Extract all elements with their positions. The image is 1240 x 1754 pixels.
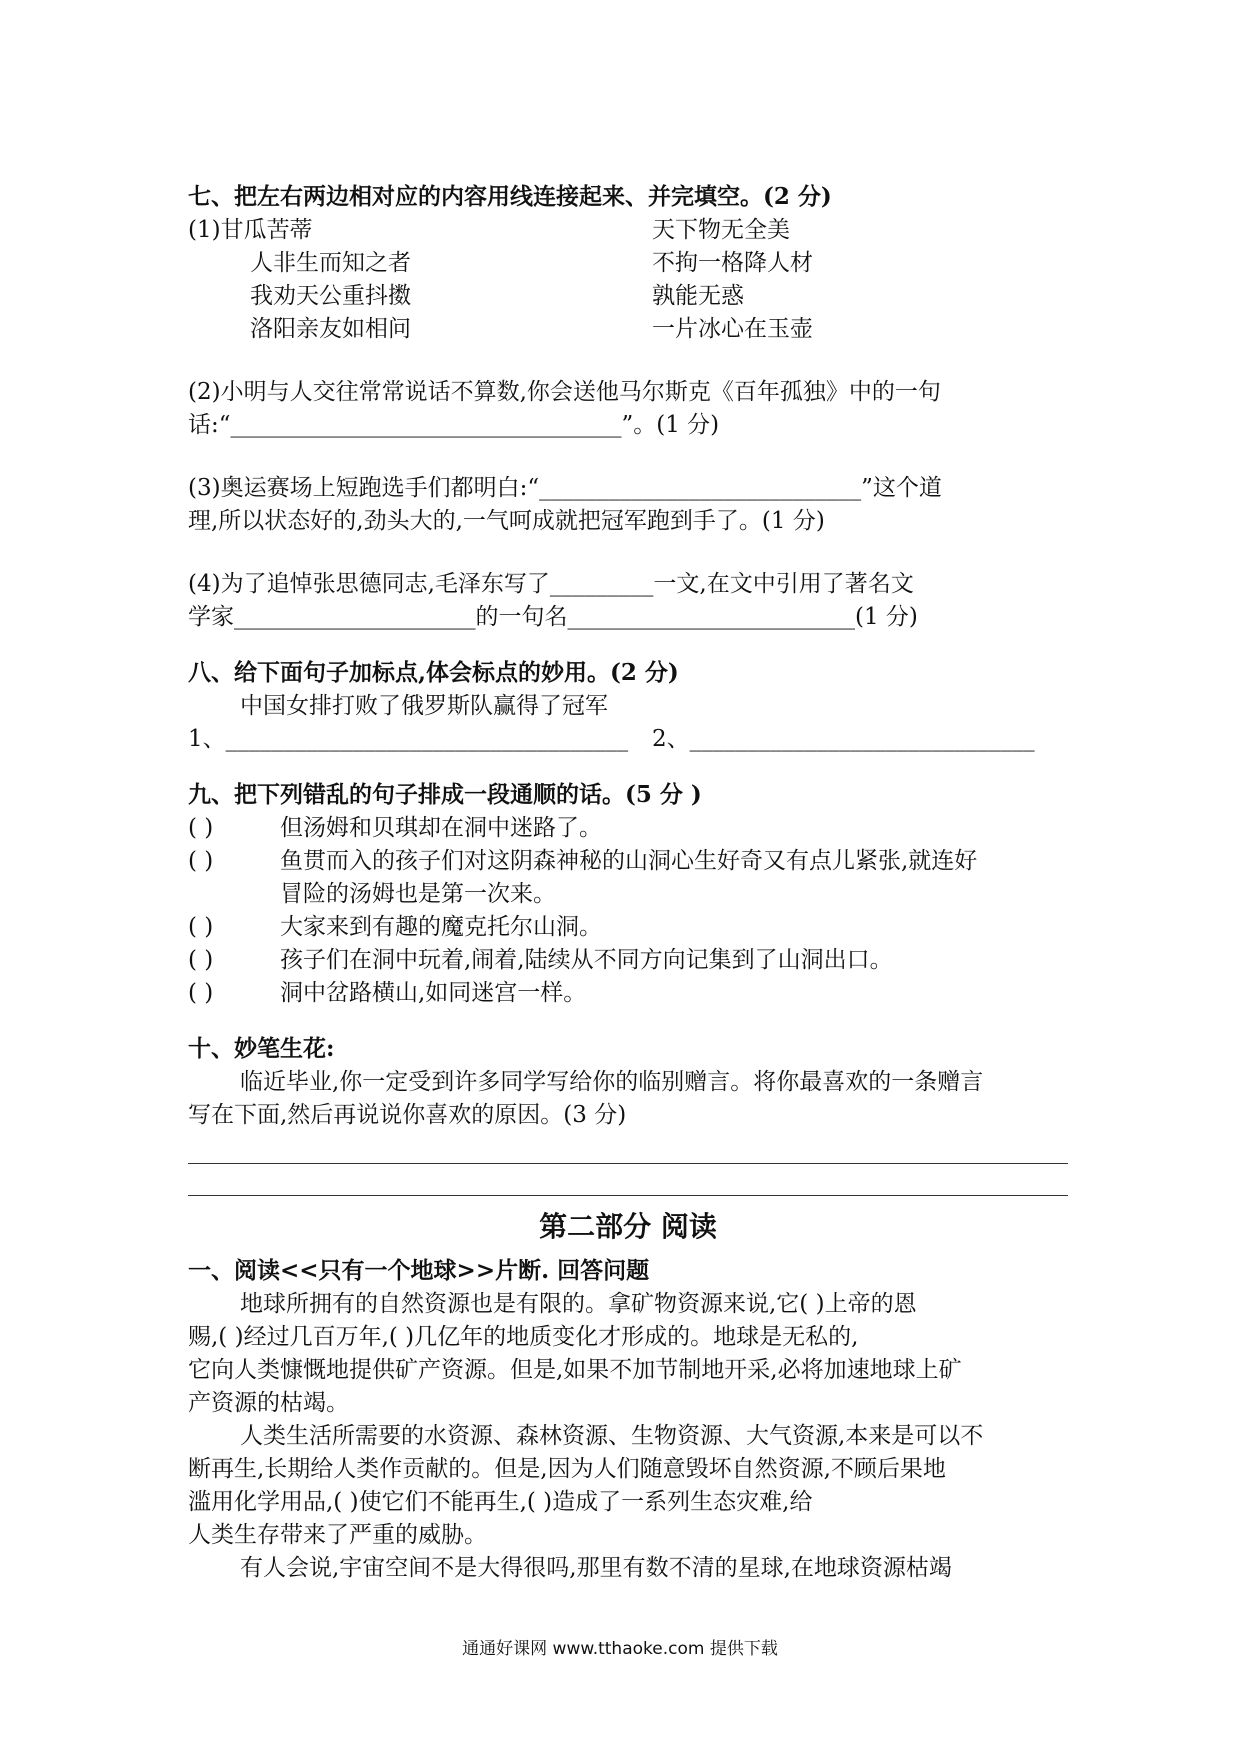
q8-sentence: 中国女排打败了俄罗斯队赢得了冠军 bbox=[240, 693, 608, 719]
match-right: 一片冰心在玉壶 bbox=[652, 316, 813, 342]
reading-line: 有人会说,宇宙空间不是大得很吗,那里有数不清的星球,在地球资源枯竭 bbox=[240, 1555, 952, 1581]
reading-line: 地球所拥有的自然资源也是有限的。拿矿物资源来说,它( )上帝的恩 bbox=[240, 1291, 917, 1317]
answer-line bbox=[188, 1132, 1068, 1164]
order-blank: ( ) bbox=[188, 848, 214, 874]
exam-page bbox=[188, 180, 1068, 1585]
match-right: 孰能无惑 bbox=[652, 283, 744, 309]
page-footer: 通通好课网 www.tthaoke.com 提供下载 bbox=[462, 1639, 778, 1659]
order-text: 鱼贯而入的孩子们对这阴森神秘的山洞心生好奇又有点儿紧张,就连好 bbox=[280, 848, 978, 874]
q7-sub4-line: (4)为了追悼张思德同志,毛泽东写了_________一文,在文中引用了著名文 bbox=[188, 571, 914, 597]
match-right: 天下物无全美 bbox=[652, 217, 790, 243]
q7-sub4-line: 学家_____________________的一句名_________________________(1 分) bbox=[188, 604, 918, 630]
order-text-continued: 冒险的汤姆也是第一次来。 bbox=[280, 881, 556, 907]
match-row bbox=[188, 313, 1068, 346]
order-blank: ( ) bbox=[188, 947, 214, 973]
q7-sub3-line: (3)奥运赛场上短跑选手们都明白:“____________________________”这个道 bbox=[188, 475, 942, 501]
q7-sub2-line: 话:“__________________________________”。(1 分) bbox=[188, 412, 720, 438]
part2-title: 第二部分 阅读 bbox=[539, 1210, 717, 1243]
order-text: 洞中岔路横山,如同迷宫一样。 bbox=[280, 980, 587, 1006]
match-left: 洛阳亲友如相问 bbox=[250, 316, 411, 342]
reading-line: 滥用化学用品,( )使它们不能再生,( )造成了一系列生态灾难,给 bbox=[188, 1489, 813, 1515]
match-left: 我劝天公重抖擞 bbox=[250, 283, 411, 309]
q7-sub2-line: (2)小明与人交往常常说话不算数,你会送他马尔斯克《百年孤独》中的一句 bbox=[188, 379, 941, 405]
order-blank: ( ) bbox=[188, 980, 214, 1006]
part2-q1-heading: 一、阅读<<只有一个地球>>片断. 回答问题 bbox=[188, 1257, 650, 1284]
match-right: 不拘一格降人材 bbox=[652, 250, 813, 276]
q8-heading: 八、给下面句子加标点,体会标点的妙用。(2 分) bbox=[188, 659, 679, 686]
reading-line: 赐,( )经过几百万年,( )几亿年的地质变化才形成的。地球是无私的, bbox=[188, 1324, 859, 1350]
match-row bbox=[188, 214, 1068, 247]
q10-prompt-line: 写在下面,然后再说说你喜欢的原因。(3 分) bbox=[188, 1102, 627, 1128]
order-item bbox=[188, 977, 1068, 1010]
order-text: 但汤姆和贝琪却在洞中迷路了。 bbox=[280, 815, 602, 841]
order-blank: ( ) bbox=[188, 914, 214, 940]
order-text: 大家来到有趣的魔克托尔山洞。 bbox=[280, 914, 602, 940]
q7-sub3-line: 理,所以状态好的,劲头大的,一气呵成就把冠军跑到手了。(1 分) bbox=[188, 508, 825, 534]
order-item bbox=[188, 944, 1068, 977]
q8-answer-1: 1、___________________________________ bbox=[188, 726, 629, 752]
q10-prompt-line: 临近毕业,你一定受到许多同学写给你的临别赠言。将你最喜欢的一条赠言 bbox=[240, 1069, 984, 1095]
q8-answer-row bbox=[188, 723, 1068, 756]
q7-heading: 七、把左右两边相对应的内容用线连接起来、并完填空。(2 分) bbox=[188, 183, 832, 210]
reading-line: 人类生活所需要的水资源、森林资源、生物资源、大气资源,本来是可以不 bbox=[240, 1423, 984, 1449]
order-item bbox=[188, 845, 1068, 878]
q10-heading: 十、妙笔生花: bbox=[188, 1035, 335, 1062]
match-row bbox=[188, 280, 1068, 313]
reading-line: 断再生,长期给人类作贡献的。但是,因为人们随意毁坏自然资源,不顾后果地 bbox=[188, 1456, 946, 1482]
reading-line: 产资源的枯竭。 bbox=[188, 1390, 349, 1416]
order-blank: ( ) bbox=[188, 815, 214, 841]
order-item bbox=[188, 911, 1068, 944]
match-left: (1)甘瓜苦蒂 bbox=[188, 217, 313, 243]
reading-line: 人类生存带来了严重的威胁。 bbox=[188, 1522, 487, 1548]
q8-answer-2: 2、______________________________ bbox=[652, 726, 1035, 752]
q9-heading: 九、把下列错乱的句子排成一段通顺的话。(5 分 ) bbox=[188, 781, 702, 808]
order-text: 孩子们在洞中玩着,闹着,陆续从不同方向记集到了山洞出口。 bbox=[280, 947, 893, 973]
match-left: 人非生而知之者 bbox=[250, 250, 411, 276]
match-row bbox=[188, 247, 1068, 280]
reading-line: 它向人类慷慨地提供矿产资源。但是,如果不加节制地开采,必将加速地球上矿 bbox=[188, 1357, 962, 1383]
order-item bbox=[188, 812, 1068, 845]
answer-line bbox=[188, 1164, 1068, 1196]
